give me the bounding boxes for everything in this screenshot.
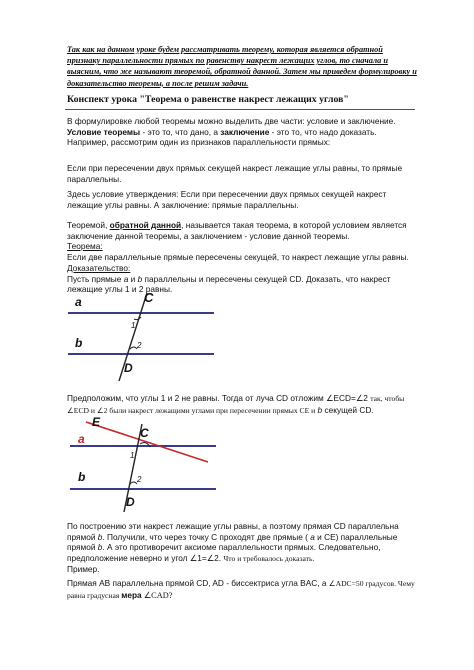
label-angle-1: 1 (130, 451, 135, 460)
text: Теоремой, (67, 220, 110, 230)
example-heading: Пример. (67, 564, 100, 575)
text: В формулировке любой теоремы можно выделить две части: условие и заключение. (67, 116, 396, 126)
var-b: b (97, 531, 103, 542)
text: . Получили, что через точку C проходят две прямые ( (102, 531, 311, 542)
text-serif: так, чтобы ∠ECD и ∠2 были накрест лежащими углами при пересечении прямых CE и (67, 394, 405, 415)
angle-2-arc (130, 347, 137, 349)
term-measure: мера (121, 589, 142, 600)
label-a: a (78, 432, 85, 446)
text: - это то, что надо доказать. (269, 126, 377, 137)
qed-text: Что и требовалось доказать. (223, 553, 315, 563)
var-a: a (310, 531, 315, 542)
lesson-title: Конспект урока "Теорема о равенстве накрест лежащих углов" (67, 94, 349, 105)
text: , называется такая теорема, в которой условием является заключение данной теоремы, а заключением - условие данной теоремы. (67, 220, 407, 241)
text: параллельны и пересечены секущей CD. Доказать, что накрест лежащие углы 1 и 2 равны. (67, 273, 391, 295)
text-serif: ∠ADC=50 градусов. Чему равна градусная (67, 579, 415, 600)
text: и (128, 273, 138, 284)
paragraph-conditions (67, 116, 422, 148)
theorem-heading: Теорема: (67, 241, 103, 252)
paragraph-assumption (67, 393, 422, 416)
proof-heading: Доказательство: (67, 263, 131, 273)
label-c: C (144, 290, 154, 305)
term-converse: обратной данной (109, 220, 182, 230)
label-angle-1: 1 (131, 321, 136, 330)
label-angle-2: 2 (137, 341, 142, 350)
text: Предположим, что углы 1 и 2 не равны. Тогда от луча CD отложим ∠ECD=∠2 (67, 393, 371, 403)
text: секущей CD. (324, 404, 374, 415)
text: По построению эти накрест лежащие углы равны, а поэтому прямая CD параллельна прямой (67, 521, 399, 542)
paragraph-criterion: Если при пересечении двух прямых секущей накрест лежащие углы равны, то прямые параллельны. (67, 163, 403, 184)
paragraph-converse-definition (67, 220, 422, 262)
label-angle-2: 2 (137, 475, 142, 484)
paragraph-condition-example: Здесь условие утверждения: Если при пересечении двух прямых секущей накрест лежащие углы равны. А заключение: прямые параллельны. (67, 189, 387, 210)
title-divider (65, 109, 415, 110)
term-condition: Условие теоремы (67, 126, 141, 137)
label-d: D (124, 361, 133, 375)
paragraph-conclusion (67, 521, 422, 575)
text: . А это противоречит аксиоме параллельности прямых. Следовательно, предположение неверно и угол ∠1=∠2. (67, 542, 381, 563)
text: и CE) параллельные прямой (67, 531, 398, 553)
angle-2-arc (130, 482, 137, 484)
text: Прямая AB параллельна прямой CD, AD - биссектриса угла BAC, а (67, 578, 329, 588)
var-b: b (137, 273, 143, 284)
label-b: b (75, 336, 83, 350)
label-b: b (78, 470, 86, 484)
label-c: C (140, 426, 149, 440)
term-conclusion: заключение (220, 126, 270, 137)
paragraph-proof (67, 263, 422, 295)
paragraph-example (67, 578, 422, 601)
label-d: D (126, 495, 135, 509)
figure-contradiction (68, 415, 218, 512)
text: Пусть прямые (67, 273, 124, 284)
figure-parallel-lines (68, 290, 218, 381)
text: - это то, что дано, а (140, 126, 221, 137)
var-a: a (123, 273, 129, 284)
text-serif: ∠CAD? (141, 590, 173, 600)
label-a: a (75, 295, 82, 309)
label-e: E (92, 415, 101, 429)
var-b: b (97, 542, 103, 553)
text: Например, рассмотрим один из признаков параллельности прямых: (67, 137, 331, 148)
var-b: b (315, 404, 325, 415)
theorem-statement: Если две параллельные прямые пересечены секущей, то накрест лежащие углы равны. (67, 251, 409, 262)
intro-paragraph: Так как на данном уроке будем рассматривать теорему, которая является обратной признаку параллельности прямых по равенству накрест лежащих углов, то сначала и выясним, что же называют теоремой, обратной данной. Затем мы приведем формулировку и доказательство теоремы, а после решим задачи. (67, 45, 417, 88)
